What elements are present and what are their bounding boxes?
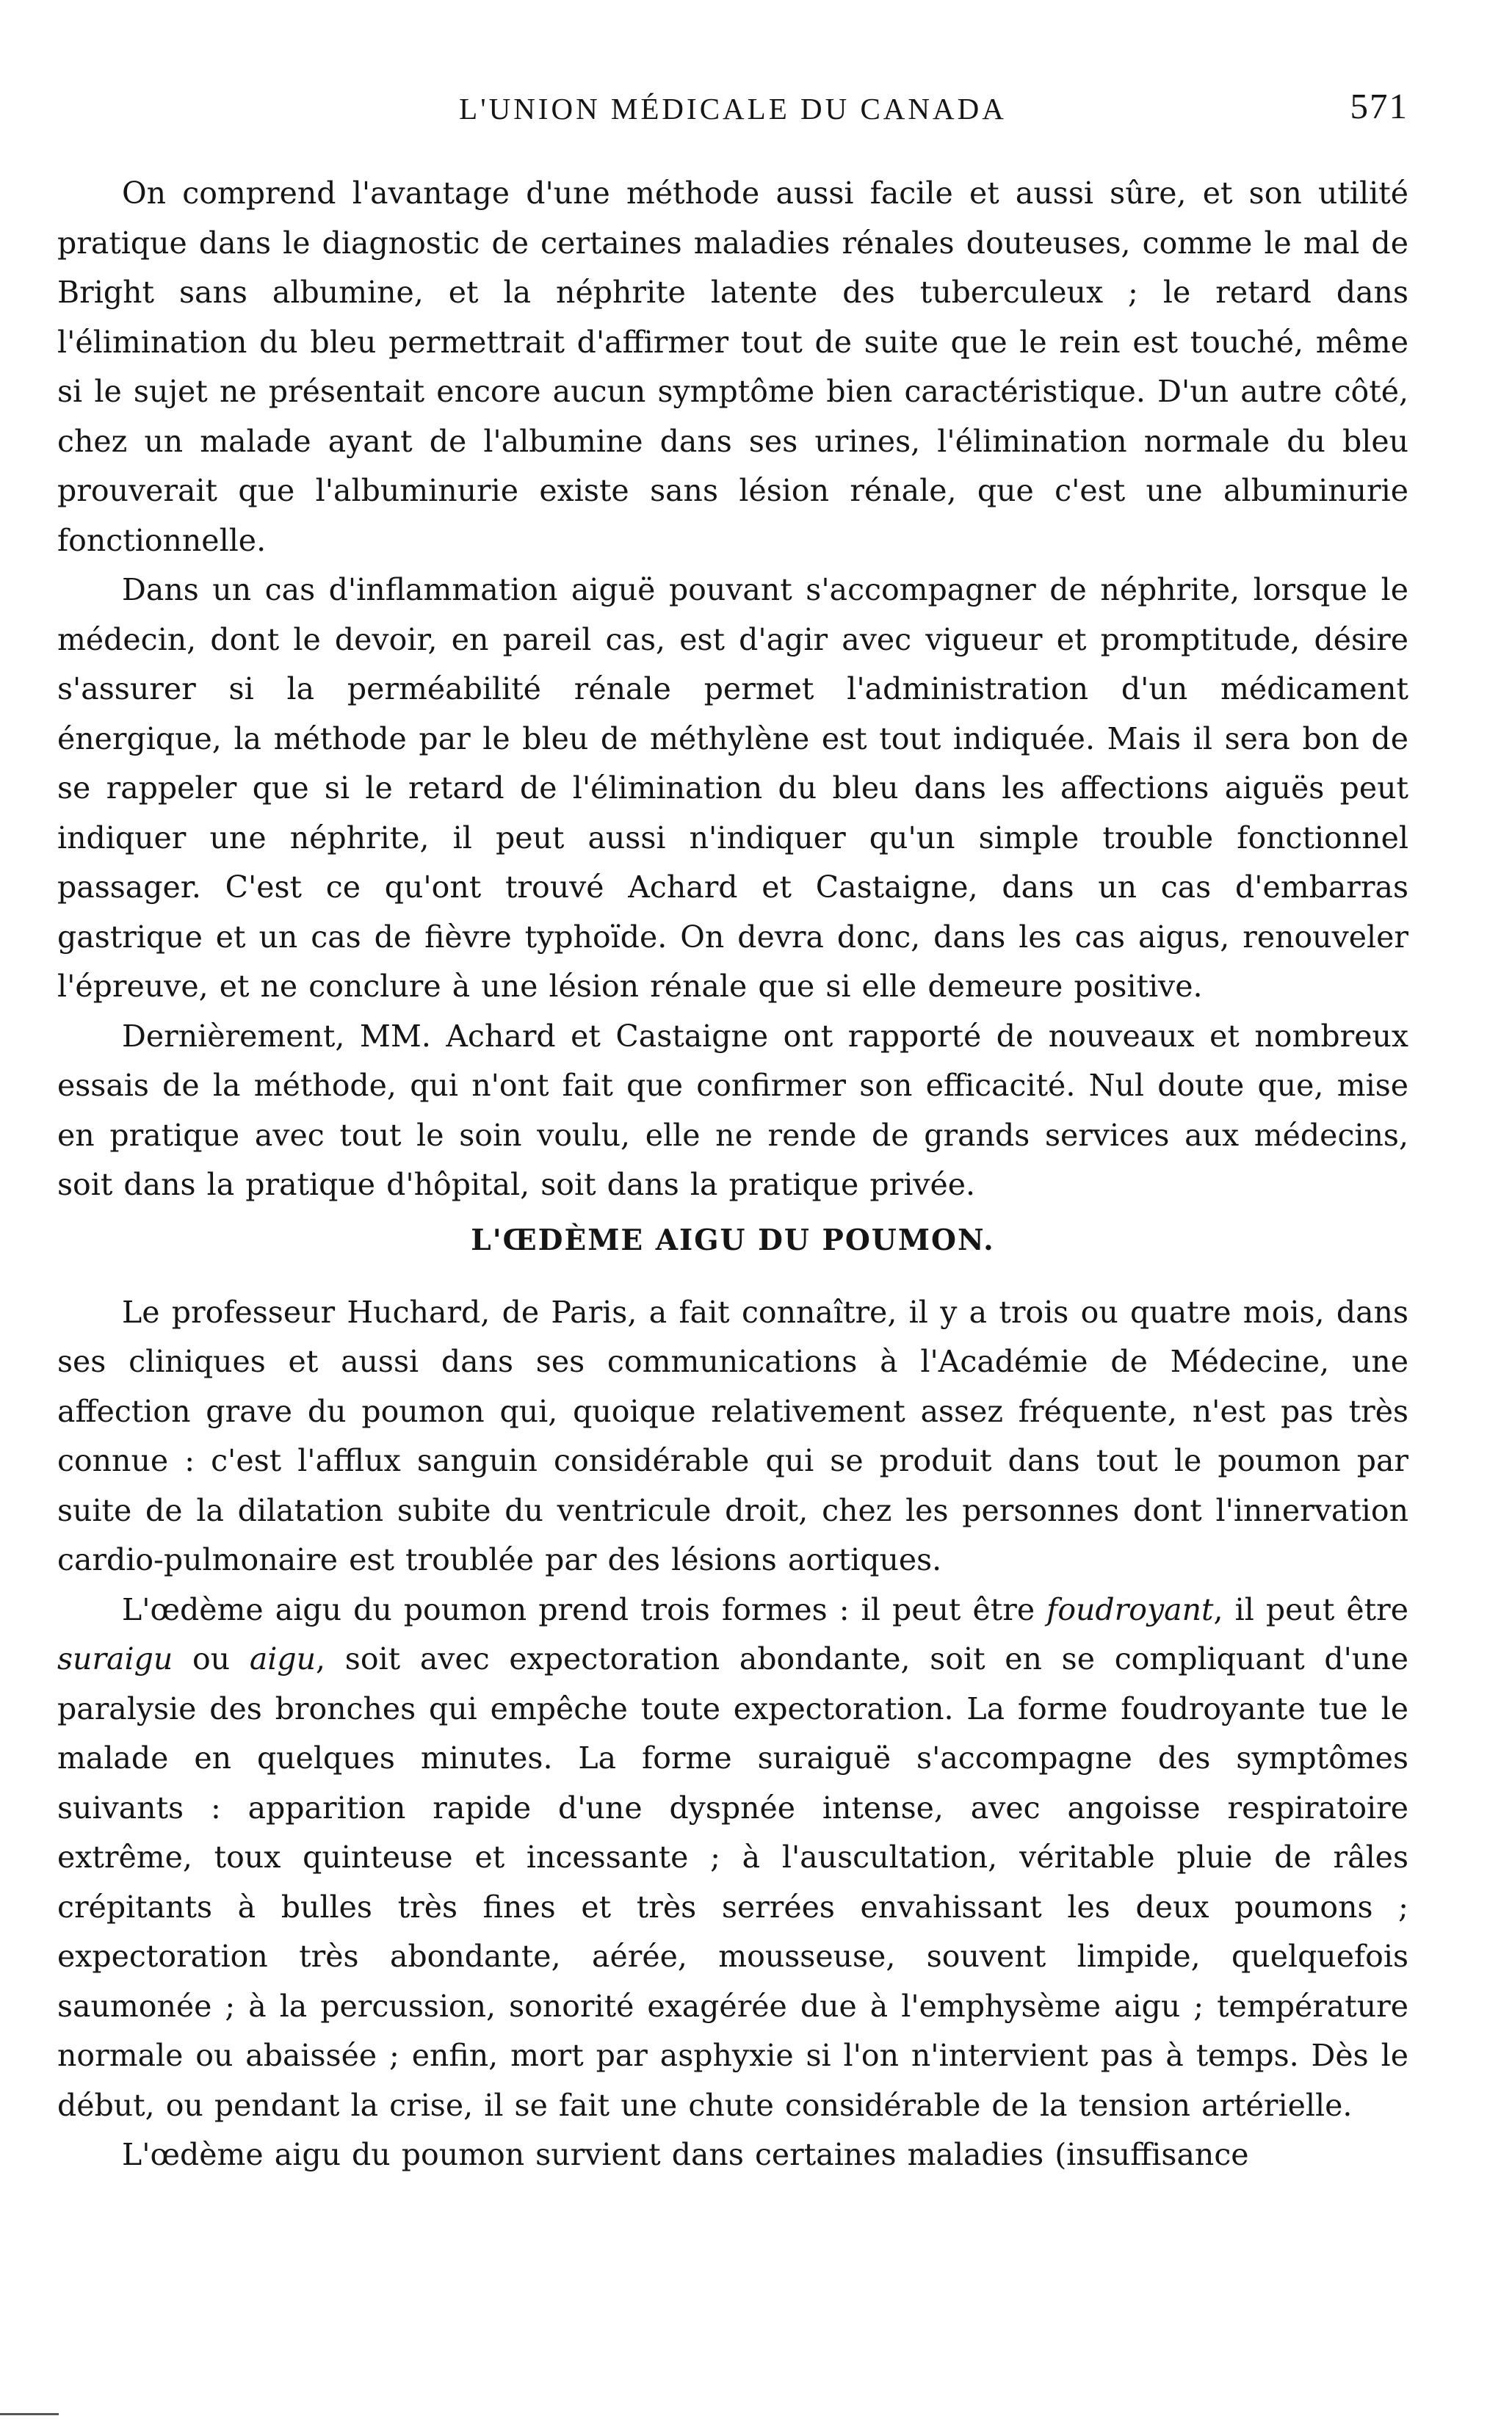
paragraph-occurrence: L'œdème aigu du poumon survient dans certaines maladies (insuffisance	[122, 2137, 1249, 2172]
italic-term-aigu: aigu	[249, 1641, 316, 1677]
paragraph-achard-castaigne: Dernièrement, MM. Achard et Castaigne ont rapporté de nouveaux et nombreux essais de la méthode, qui n'ont fait que confirmer son efficacité. Nul doute que, mise en pratique avec tout le soin voulu, elle ne rende de grands services aux médecins, soit dans la pratique d'hôpital, soit dans la pratique privée.	[57, 1018, 1408, 1202]
text-segment: ou	[173, 1641, 250, 1677]
journal-title: L'UNION MÉDICALE DU CANADA	[459, 92, 1007, 126]
paragraph-three-forms	[57, 1585, 1408, 2131]
paragraph-acute-inflammation: Dans un cas d'inflammation aiguë pouvant s'accompagner de néphrite, lorsque le médecin, dont le devoir, en pareil cas, est d'agir avec vigueur et promptitude, désire s'assurer si la perméabilité rénale permet l'administration d'un médicament énergique, la méthode par le bleu de méthylène est tout indiquée. Mais il sera bon de se rappeler que si le retard de l'élimination du bleu dans les affections aiguës peut indiquer une néphrite, il peut aussi n'indiquer qu'un simple trouble fonctionnel passager. C'est ce qu'ont trouvé Achard et Castaigne, dans un cas d'embarras gastrique et un cas de fièvre typhoïde. On devra donc, dans les cas aigus, renouveler l'épreuve, et ne conclure à une lésion rénale que si elle demeure positive.	[57, 572, 1408, 1004]
paragraph-methylene-blue-utility: On comprend l'avantage d'une méthode aussi facile et aussi sûre, et son utilité pratique dans le diagnostic de certaines maladies rénales douteuses, comme le mal de Bright sans albumine, et la néphrite latente des tuberculeux ; le retard dans l'élimination du bleu permettrait d'affirmer tout de suite que le rein est touché, même si le sujet ne présentait encore aucun symptôme bien caractéristique. D'un autre côté, chez un malade ayant de l'albumine dans ses urines, l'élimination normale du bleu prouverait que l'albuminurie existe sans lésion rénale, que c'est une albuminurie fonctionnelle.	[57, 176, 1408, 558]
text-segment: , soit avec expectoration abondante, soit en se compliquant d'une paralysie des bronches qui empêche toute expectoration. La forme foudroyante tue le malade en quelques minutes. La forme suraiguë s'accompagne des symptômes suivants : apparition rapide d'une dyspnée intense, avec angoisse respiratoire extrême, toux quinteuse et incessante ; à l'auscultation, véritable pluie de râles crépitants à bulles très fines et très serrées envahissant les deux poumons ; expectoration très abondante, aérée, mousseuse, souvent limpide, quelquefois saumonée ; à la percussion, sonorité exagérée due à l'emphysème aigu ; température normale ou abaissée ; enfin, mort par asphyxie si l'on n'intervient pas à temps. Dès le début, ou pendant la crise, il se fait une chute considérable de la tension artérielle.	[57, 1641, 1408, 2123]
bottom-rule	[0, 2413, 59, 2415]
running-head	[57, 81, 1408, 140]
page	[57, 81, 1408, 2180]
paragraph-huchard: Le professeur Huchard, de Paris, a fait connaître, il y a trois ou quatre mois, dans ses cliniques et aussi dans ses communications à l'Académie de Médecine, une affection grave du poumon qui, quoique relativement assez fréquente, n'est pas très connue : c'est l'afflux sanguin considérable qui se produit dans tout le poumon par suite de la dilatation subite du ventricule droit, chez les personnes dont l'innervation cardio-pulmonaire est troublée par des lésions aortiques.	[57, 1294, 1408, 1577]
page-number: 571	[1350, 86, 1408, 126]
italic-term-foudroyant: foudroyant	[1046, 1591, 1214, 1627]
text-segment: L'œdème aigu du poumon prend trois formes : il peut être	[122, 1591, 1047, 1627]
section-heading: L'ŒDÈME AIGU DU POUMON.	[471, 1223, 995, 1257]
italic-term-suraigu: suraigu	[57, 1641, 173, 1677]
text-segment: , il peut être	[1213, 1591, 1408, 1627]
